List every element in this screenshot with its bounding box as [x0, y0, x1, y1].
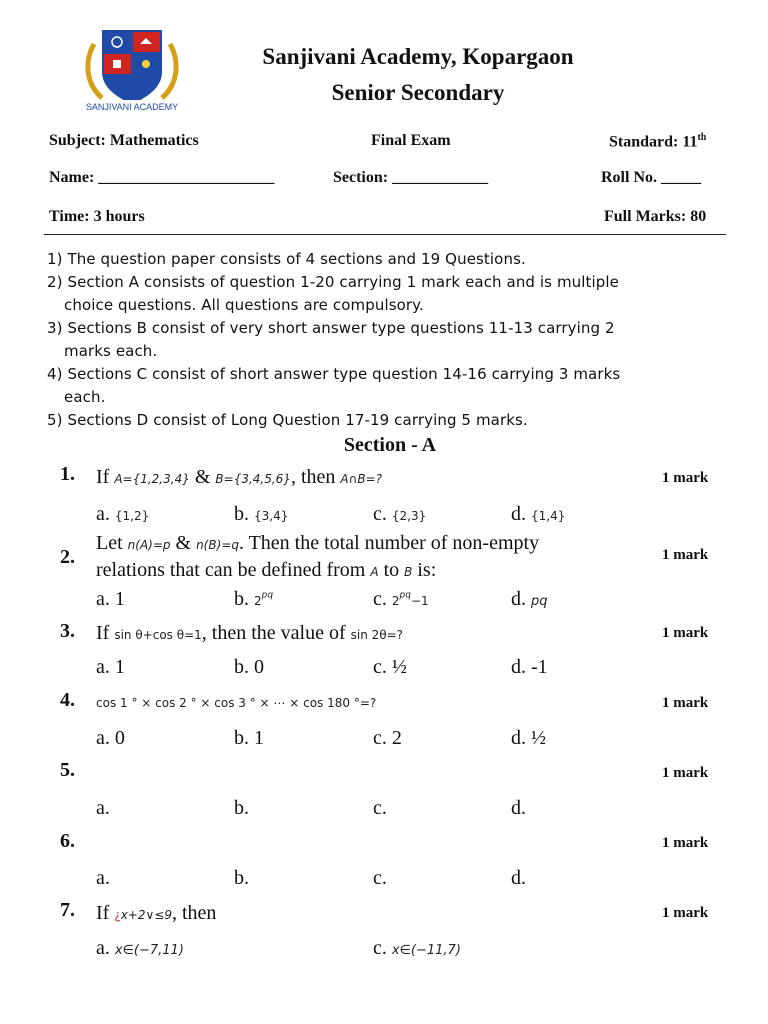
question-1-text: If A={1,2,3,4} & B={3,4,5,6}, then A∩B=? [96, 466, 383, 488]
option-b: b. 0 [234, 656, 264, 678]
question-2-text: Let n(A)=p & n(B)=q. Then the total number of non-empty relations that can be defined from A to B is: [96, 532, 540, 581]
option-d: d. [511, 797, 526, 819]
option-d: d. -1 [511, 656, 548, 678]
option-d: d. {1,4} [511, 503, 566, 525]
option-a: a. 1 [96, 588, 125, 610]
exam-label: Final Exam [371, 132, 451, 149]
option-b: b. [234, 797, 249, 819]
marks-label: 1 mark [662, 470, 709, 486]
question-number: 4. [60, 689, 75, 711]
instruction-item: 2) Section A consists of question 1-20 carrying 1 mark each and is multiple [47, 273, 620, 291]
marks-label: 1 mark [662, 625, 709, 641]
question-number: 2. [60, 546, 75, 568]
question-number: 1. [60, 463, 75, 485]
marks-label: 1 mark [662, 547, 709, 563]
question-number: 5. [60, 759, 75, 781]
question-3-text: If sin θ+cos θ=1, then the value of sin 2θ=? [96, 622, 404, 644]
option-d: d. [511, 867, 526, 889]
school-level: Senior Secondary [331, 80, 505, 105]
instruction-item: 4) Sections C consist of short answer type question 14-16 carrying 3 marks [47, 365, 621, 383]
marks-label: 1 mark [662, 695, 709, 711]
question-number: 3. [60, 620, 75, 642]
time-label: Time: 3 hours [49, 208, 145, 225]
marks-label: 1 mark [662, 835, 709, 851]
option-c: c. [373, 797, 387, 819]
instructions-list [47, 248, 737, 432]
standard-label: Standard: 11th [609, 132, 707, 151]
option-d: d. pq [511, 588, 548, 610]
option-a: a. [96, 867, 110, 889]
header-divider [44, 234, 726, 235]
marks-label: 1 mark [662, 905, 709, 921]
instruction-item-continued: marks each. [64, 342, 158, 360]
question-number: 6. [60, 830, 75, 852]
option-a: a. x∈(−7,11) [96, 937, 184, 959]
option-b: b. [234, 867, 249, 889]
instruction-item: 3) Sections B consist of very short answer type questions 11-13 carrying 2 [47, 319, 615, 337]
option-b: b. {3,4} [234, 503, 289, 525]
instruction-item-continued: choice questions. All questions are compulsory. [64, 296, 424, 314]
question-7-text: If ¿x+2∨≤9, then [96, 902, 217, 924]
name-field-label: Name: ______________________ [49, 169, 275, 186]
instruction-item: 5) Sections D consist of Long Question 17-19 carrying 5 marks. [47, 411, 528, 429]
section-field-label: Section: ____________ [333, 169, 489, 186]
option-a: a. {1,2} [96, 503, 150, 525]
question-number: 7. [60, 899, 75, 921]
option-c: c. x∈(−11,7) [373, 937, 461, 959]
school-name: Sanjivani Academy, Kopargaon [262, 44, 574, 69]
option-b: b. $2^{pq}$ [234, 588, 274, 610]
option-b: b. 1 [234, 727, 264, 749]
option-c: c. $2^{pq}-1$ [373, 588, 429, 610]
full-marks-label: Full Marks: 80 [604, 208, 707, 225]
option-c: c. [373, 867, 387, 889]
instruction-item: 1) The question paper consists of 4 sections and 19 Questions. [47, 250, 526, 268]
logo-caption: SANJIVANI ACADEMY [85, 102, 179, 112]
marks-label: 1 mark [662, 765, 709, 781]
section-a-title: Section - A [343, 434, 437, 456]
option-d: d. ½ [511, 727, 546, 749]
instruction-item-continued: each. [64, 388, 106, 406]
question-4-text: cos 1 ° × cos 2 ° × cos 3 ° × ⋯ × cos 180 °=? [96, 696, 377, 710]
option-a: a. [96, 797, 110, 819]
option-c: c. 2 [373, 727, 402, 749]
option-c: c. ½ [373, 656, 407, 678]
subject-label: Subject: Mathematics [49, 132, 199, 149]
option-c: c. {2,3} [373, 503, 427, 525]
option-a: a. 0 [96, 727, 125, 749]
option-a: a. 1 [96, 656, 125, 678]
roll-number-label: Roll No. _____ [601, 169, 701, 186]
